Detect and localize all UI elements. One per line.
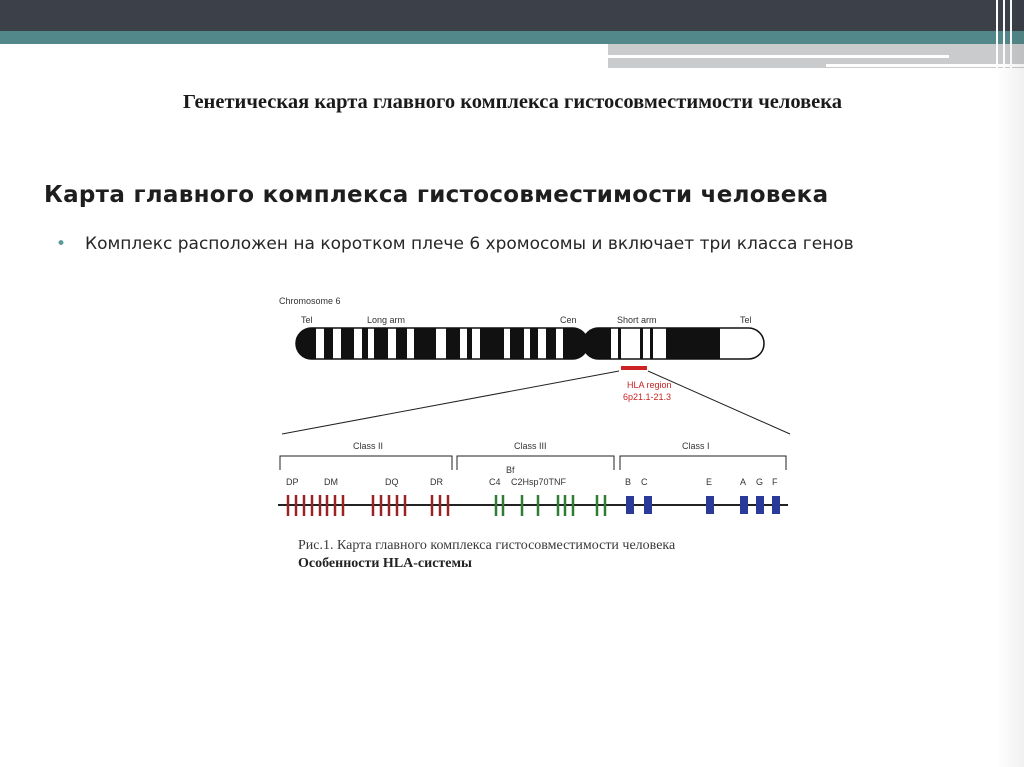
gene-label-f: F — [772, 477, 778, 487]
section-heading: Особенности HLA-системы — [298, 556, 472, 571]
header-stripe — [608, 55, 949, 58]
gene-label-a: A — [740, 477, 747, 487]
centromere-label: Cen — [560, 315, 577, 325]
zoom-line-left — [282, 371, 619, 434]
header-stripe — [826, 64, 1024, 67]
bullet-text: Комплекс расположен на коротком плече 6 хромосомы и включает три класса генов — [85, 234, 854, 254]
chromosome-short-arm — [583, 328, 764, 359]
gene-mark — [740, 496, 748, 514]
gene-label-dr: DR — [430, 477, 443, 487]
figure-caption: Рис.1. Карта главного комплекса гистосовместимости человека — [298, 538, 676, 553]
class-iii-bracket — [457, 456, 614, 470]
slide-title: Генетическая карта главного комплекса гистосовместимости человека — [182, 91, 843, 113]
gene-label-b: B — [625, 477, 632, 487]
gene-label-e: E — [706, 477, 713, 487]
class-ii-bracket — [280, 456, 452, 470]
header-bar-dark — [0, 0, 1024, 31]
class-i-label: Class I — [682, 441, 710, 451]
chromosome-long-arm — [296, 328, 588, 359]
bullet-icon: • — [56, 234, 67, 254]
class-i-bracket — [620, 456, 786, 470]
gene-mark — [772, 496, 780, 514]
gene-label-dm: DM — [324, 477, 338, 487]
gene-label-g: G — [756, 477, 764, 487]
hla-region-label: HLA region — [627, 380, 672, 390]
gene-mark — [626, 496, 634, 514]
gene-mark — [756, 496, 764, 514]
short-arm-label: Short arm — [617, 315, 657, 325]
gene-label-dp: DP — [286, 477, 299, 487]
chromosome-label: Chromosome 6 — [279, 296, 341, 306]
class-iii-label: Class III — [514, 441, 547, 451]
gene-label-dq: DQ — [385, 477, 399, 487]
gene-label-bf: Bf — [506, 465, 515, 475]
page-curl-shadow — [996, 0, 1024, 767]
slide-subtitle: Карта главного комплекса гистосовместимости человека — [44, 182, 829, 208]
header-bar-teal — [0, 31, 1024, 44]
hla-region-marker — [621, 366, 647, 370]
gene-label-c: C — [641, 477, 648, 487]
gene-mark — [644, 496, 652, 514]
gene-mark — [706, 496, 714, 514]
hla-locus-label: 6p21.1-21.3 — [623, 392, 672, 402]
gene-label-c2hsp70tnf: C2Hsp70TNF — [511, 477, 567, 487]
long-arm-label: Long arm — [367, 315, 406, 325]
gene-label-c4: C4 — [489, 477, 501, 487]
tel-left-label: Tel — [301, 315, 313, 325]
class-ii-label: Class II — [353, 441, 384, 451]
zoom-line-right — [648, 371, 790, 434]
bullet-item — [56, 228, 936, 260]
tel-right-label: Tel — [740, 315, 752, 325]
